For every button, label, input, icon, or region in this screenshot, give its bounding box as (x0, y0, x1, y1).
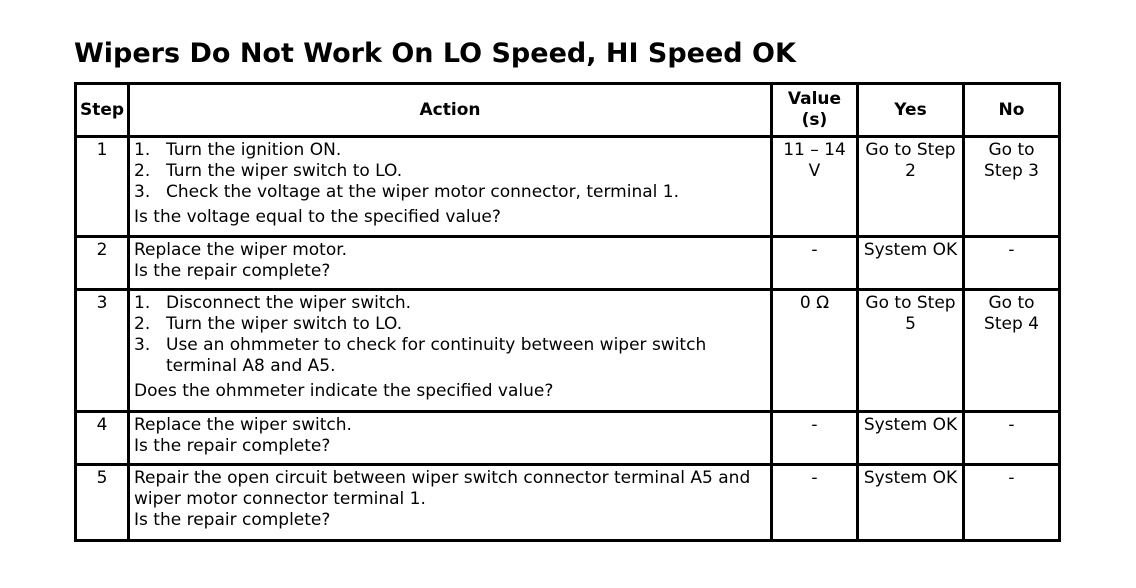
yes-cell: System OK (858, 237, 964, 290)
no-cell: - (964, 412, 1060, 465)
step-number: 1 (76, 137, 129, 237)
action-cell (129, 290, 772, 412)
table-row (76, 137, 1060, 237)
action-question: Is the repair complete? (134, 436, 331, 456)
value-cell: 11 – 14 V (772, 137, 858, 237)
list-item: 3. Use an ohmmeter to check for continuity between wiper switch terminal A8 and A5. (134, 335, 707, 376)
no-cell: Go to Step 3 (964, 137, 1060, 237)
step-number: 3 (76, 290, 129, 412)
page-title: Wipers Do Not Work On LO Speed, HI Speed OK (74, 38, 796, 69)
table-row (76, 412, 1060, 465)
value-cell: - (772, 237, 858, 290)
value-cell: 0 Ω (772, 290, 858, 412)
action-list (134, 140, 766, 203)
action-question: Is the repair complete? (134, 510, 331, 530)
table-row (76, 237, 1060, 290)
action-cell (129, 237, 772, 290)
action-cell (129, 465, 772, 541)
table-row (76, 465, 1060, 541)
step-number: 4 (76, 412, 129, 465)
action-question: Is the voltage equal to the specified value? (134, 207, 501, 227)
action-question: Does the ohmmeter indicate the specified value? (134, 381, 554, 401)
step-number: 5 (76, 465, 129, 541)
header-no: No (964, 84, 1060, 137)
diagnostic-table (74, 82, 1061, 542)
action-text: Replace the wiper motor. (134, 240, 348, 260)
action-list (134, 293, 766, 377)
value-cell: - (772, 412, 858, 465)
table-header-row (76, 84, 1060, 137)
action-cell (129, 412, 772, 465)
value-cell: - (772, 465, 858, 541)
header-step: Step (76, 84, 129, 137)
step-number: 2 (76, 237, 129, 290)
header-yes: Yes (858, 84, 964, 137)
header-action: Action (129, 84, 772, 137)
yes-cell: System OK (858, 465, 964, 541)
no-cell: - (964, 465, 1060, 541)
no-cell: - (964, 237, 1060, 290)
action-text: Repair the open circuit between wiper switch connector terminal A5 and wiper motor connector terminal 1. (134, 468, 751, 509)
action-question: Is the repair complete? (134, 261, 331, 281)
list-item: 3. Check the voltage at the wiper motor connector, terminal 1. (134, 182, 680, 202)
header-value: Value (s) (772, 84, 858, 137)
action-text: Replace the wiper switch. (134, 415, 352, 435)
list-item: 2. Turn the wiper switch to LO. (134, 314, 403, 334)
yes-cell: Go to Step 2 (858, 137, 964, 237)
list-item: 2. Turn the wiper switch to LO. (134, 161, 403, 181)
list-item: 1. Disconnect the wiper switch. (134, 293, 412, 313)
list-item: 1. Turn the ignition ON. (134, 140, 342, 160)
no-cell: Go to Step 4 (964, 290, 1060, 412)
table-row (76, 290, 1060, 412)
action-cell (129, 137, 772, 237)
yes-cell: Go to Step 5 (858, 290, 964, 412)
yes-cell: System OK (858, 412, 964, 465)
